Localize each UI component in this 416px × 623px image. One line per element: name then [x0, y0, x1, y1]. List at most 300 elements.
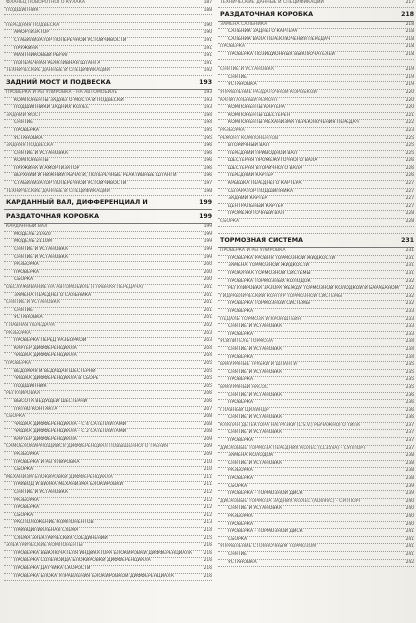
- toc-page-number: 200: [203, 269, 212, 275]
- toc-entry: [4, 574, 212, 582]
- toc-page-number: 216: [203, 550, 212, 556]
- toc-entry: [4, 255, 212, 263]
- toc-entry-title: МЕХАНИЗМ БЛОКИРОВКИ ДИФФЕРЕНЦИАЛА: [6, 474, 113, 480]
- toc-entry: [4, 189, 212, 197]
- toc-entry-title: ШЕСТЕРНЯ ВТОРИЧНОГО ВАЛА: [228, 165, 303, 171]
- toc-page-number: 231: [405, 263, 414, 269]
- toc-entry: [4, 315, 212, 323]
- toc-entry: [4, 429, 212, 437]
- toc-entry-title: ПЕРЕДНЯЯ ПОДВЕСКА: [6, 22, 60, 28]
- toc-entry-title: РАСПОЛОЖЕНИЕ КОМПОНЕНТОВ: [14, 520, 94, 526]
- toc-entry: [218, 560, 414, 568]
- toc-entry-title: САЛЬНИК ВАЛА ПЕРЕКЛЮЧЕНИЯ ПЕРЕДАЧ: [228, 36, 331, 42]
- toc-entry: [4, 444, 212, 452]
- toc-entry-title: ПРОВЕРКА: [14, 269, 40, 275]
- toc-page-number: 218: [405, 29, 414, 35]
- toc-entry-title: РАЗБОРКА: [228, 468, 253, 474]
- toc-page-number: 212: [203, 512, 212, 518]
- toc-page-number: 203: [203, 338, 212, 344]
- toc-entry-title: ЗАМЕНА САЛЬНИКА: [220, 21, 268, 27]
- toc-entry: [4, 543, 212, 551]
- toc-page-number: 240: [405, 498, 414, 504]
- toc-entry-title: КАРДАННЫЙ ВАЛ, ДИФФЕРЕНЦИАЛ И: [6, 198, 148, 207]
- toc-entry-title: СНЯТИЕ И УСТАНОВКА: [228, 415, 282, 421]
- toc-entry-title: УПРАВЛЕНИЕ СТОЯНОЧНЫМ ТОРМОЗОМ: [220, 544, 317, 550]
- toc-page-number: 231: [405, 271, 414, 276]
- toc-page-number: 228: [405, 219, 414, 225]
- toc-entry-title: УСТАНОВКА: [228, 559, 257, 565]
- toc-entry: [4, 262, 212, 270]
- toc-entry-title: РАЗБОРКА: [14, 262, 39, 268]
- toc-chapter-heading: [218, 234, 414, 248]
- toc-page-number: 238: [405, 468, 414, 474]
- toc-entry-title: РАЗБОРКА: [14, 497, 39, 503]
- toc-page-number: 212: [203, 505, 212, 511]
- toc-entry-title: КРЫШКА ПЕРЕДНЕГО КАРТЕРА: [228, 181, 302, 187]
- toc-entry: [218, 75, 414, 83]
- toc-entry: [218, 128, 414, 136]
- toc-entry: [218, 136, 414, 144]
- toc-entry: [218, 423, 414, 431]
- toc-entry-title: КЛАПАН ДЕТЕКТОРА НАГРУЗКИ (L.S.V.) РЫЧАЖНОГО ТИПА: [220, 422, 360, 428]
- toc-entry-title: СНЯТИЕ И УСТАНОВКА: [228, 506, 282, 512]
- toc-entry-title: ОБСЛУЖИВАНИЕ НА АВТОМОБИЛЕ (ГЛАВНАЯ ПЕРЕДАЧА): [6, 285, 144, 290]
- toc-entry-title: ПРОКАЧКА ТОРМОЗНОЙ СИСТЕМЫ: [228, 271, 311, 276]
- toc-page-number: 209: [203, 444, 212, 450]
- toc-entry: [218, 286, 414, 294]
- toc-entry: [4, 277, 212, 285]
- toc-entry: [4, 23, 212, 31]
- toc-entry: [218, 60, 414, 68]
- toc-entry: [218, 98, 414, 106]
- toc-entry-title: РАЗБОРКА: [228, 514, 253, 519]
- toc-entry-title: КАРДАННЫЙ ВАЛ: [6, 224, 48, 230]
- toc-page-number: 231: [405, 255, 414, 261]
- toc-entry-title: ПРОВЕРКА ДАТЧИКА СКОРОСТИ: [14, 565, 91, 571]
- toc-entry: [218, 377, 414, 385]
- toc-page-number: 236: [405, 400, 414, 406]
- toc-entry: [4, 173, 212, 181]
- toc-page-number: 200: [203, 262, 212, 268]
- toc-chapter-heading: [4, 196, 212, 210]
- toc-entry-title: КОМПОНЕНТЫ МЕХАНИЗМА ПЕРЕКЛЮЧЕНИЯ ПЕРЕДАЧ: [228, 120, 359, 126]
- toc-entry-title: КАПИТАЛЬНЫЙ РЕМОНТ: [220, 97, 278, 103]
- toc-entry: [4, 505, 212, 513]
- toc-entry: [4, 384, 212, 392]
- toc-entry: [218, 430, 414, 438]
- toc-entry: [218, 22, 414, 30]
- toc-right-column: [218, 0, 414, 567]
- toc-entry: [218, 339, 414, 347]
- toc-page-number: 220: [405, 89, 414, 95]
- toc-page-number: 219: [405, 74, 414, 80]
- toc-page-number: 201: [203, 300, 212, 306]
- toc-entry: [4, 566, 212, 574]
- toc-page-number: 216: [203, 543, 212, 549]
- toc-page-number: 240: [405, 521, 414, 527]
- toc-entry: [4, 308, 212, 316]
- toc-entry-title: ПРОВЕРКА ТОРМОЗНОЙ СИСТЕМЫ: [228, 301, 310, 307]
- toc-page-number: 191: [203, 53, 212, 59]
- toc-entry: [218, 263, 414, 271]
- toc-entry-title: ВЫСОТА ВЕДУЩЕЙ ШЕСТЕРНИ: [14, 398, 88, 404]
- toc-entry-title: ПОДШИПНИК: [14, 383, 47, 389]
- toc-entry-title: ПРОВЕРКА: [6, 360, 32, 366]
- toc-entry-title: ПРОВЕРКА: [14, 505, 40, 511]
- toc-page-number: 234: [405, 354, 414, 360]
- toc-entry-title: РАЗДАТОЧНАЯ КОРОБКА: [6, 212, 100, 221]
- toc-page-number: 196: [203, 158, 212, 164]
- toc-entry: [4, 498, 212, 506]
- toc-entry-title: ВТОРИЧНЫЙ ВАЛ: [228, 143, 270, 149]
- toc-page-number: 219: [405, 82, 414, 88]
- toc-entry: [218, 29, 414, 37]
- toc-page-number: 209: [203, 452, 212, 458]
- toc-page-number: 232: [405, 278, 414, 284]
- toc-page-number: 201: [203, 307, 212, 313]
- toc-entry: [4, 46, 212, 54]
- toc-entry: [218, 362, 414, 370]
- toc-entry-title: СНЯТИЕ И УСТАНОВКА: [220, 67, 274, 73]
- toc-entry-title: ТЕХНИЧЕСКИЕ ДАННЫЕ И СПЕЦИФИКАЦИИ: [220, 0, 324, 5]
- toc-entry-title: СХЕМА ЭЛЕКТРИЧЕСКИХ СОЕДИНЕНИЙ: [14, 535, 108, 541]
- toc-entry: [4, 369, 212, 377]
- toc-entry: [218, 67, 414, 75]
- toc-entry-title: СНЯТИЕ И УСТАНОВКА: [228, 369, 282, 375]
- toc-page-number: 205: [203, 383, 212, 389]
- toc-page-number: 190: [203, 30, 212, 36]
- toc-entry: [4, 285, 212, 293]
- toc-entry: [218, 461, 414, 469]
- toc-page-number: 216: [203, 573, 212, 579]
- toc-entry-title: СБОРКА: [228, 536, 248, 542]
- toc-entry-title: ПРОВЕРКА: [14, 127, 40, 133]
- toc-chapter-heading: [218, 8, 414, 22]
- toc-entry-title: ПРОВЕРКА УРОВНЯ ТОРМОЗНОЙ ЖИДКОСТИ: [228, 255, 335, 261]
- toc-entry: [218, 279, 414, 287]
- toc-page-number: 199: [199, 199, 212, 207]
- toc-page-number: 220: [405, 105, 414, 111]
- toc-page-number: 196: [203, 165, 212, 171]
- toc-entry-title: ПРОВЕРКА: [228, 476, 254, 482]
- toc-page-number: 232: [405, 286, 414, 292]
- toc-entry-title: САМОБЛОКИРУЮЩИЙСЯ ДИФФЕРЕНЦИАЛ ПОВЫШЕННОГО ТРЕНИЯ: [6, 444, 169, 450]
- toc-page-number: 191: [203, 60, 212, 66]
- toc-entry-title: МАЯТНИКОВЫЙ РЫЧАГ: [14, 53, 69, 59]
- toc-entry: [4, 128, 212, 136]
- toc-entry: [218, 248, 414, 256]
- toc-entry-title: РАЗБОРКА: [14, 452, 39, 458]
- toc-entry-title: ПЕДАЛЬ ТОРМОЗА И КРОНШТЕЙН: [220, 316, 301, 322]
- toc-page-number: 191: [203, 45, 212, 51]
- toc-page-number: 194: [203, 120, 212, 126]
- toc-entry: [4, 422, 212, 430]
- toc-entry-title: ПОПЕРЕЧНАЯ РЕАКТИВНАЯ ШТАНГА: [14, 60, 101, 66]
- toc-page-number: 235: [405, 369, 414, 375]
- toc-entry: [4, 353, 212, 361]
- toc-page-number: 219: [405, 67, 414, 73]
- toc-entry: [4, 558, 212, 566]
- toc-entry-title: ЗАМЕНА КОЛОДОК: [228, 453, 274, 459]
- toc-entry-title: ПРОВЕРКА ПОЗИЦИОННЫХ ВЫКЛЮЧАТЕЛЕЙ: [228, 51, 335, 57]
- toc-entry: [4, 232, 212, 240]
- toc-page-number: 241: [405, 529, 414, 535]
- toc-entry: [218, 44, 414, 52]
- toc-entry-title: СНЯТИЕ И УСТАНОВКА: [14, 254, 68, 260]
- toc-entry: [4, 105, 212, 113]
- toc-entry-title: ЗАДНЯЯ ПОДВЕСКА: [6, 143, 54, 149]
- toc-entry-title: СНЯТИЕ И УСТАНОВКА: [14, 247, 68, 253]
- toc-page-number: 234: [405, 339, 414, 345]
- toc-page-number: 220: [405, 97, 414, 103]
- toc-entry: [4, 0, 212, 8]
- toc-entry: [218, 227, 414, 235]
- toc-page-number: 233: [405, 331, 414, 337]
- toc-page-number: 205: [203, 360, 212, 366]
- toc-entry: [218, 332, 414, 340]
- toc-entry-title: РЕГУЛИРОВКА: [6, 391, 41, 397]
- toc-entry-title: СБОРКА: [220, 219, 240, 225]
- toc-entry: [4, 38, 212, 46]
- toc-entry: [4, 247, 212, 255]
- toc-entry-title: ДИСКОВЫЕ ТОРМОЗА ПЕРЕДНИХ КОЛЕС (CL35VA) - СУППОРТ: [220, 445, 366, 451]
- toc-entry-title: СТАБИЛИЗАТОР ПОПЕРЕЧНОЙ УСТОЙЧИВОСТИ: [14, 181, 127, 187]
- toc-entry-title: СНЯТИЕ И УСТАНОВКА: [228, 324, 282, 330]
- toc-page-number: 216: [203, 565, 212, 571]
- toc-page-number: 206: [203, 391, 212, 397]
- toc-entry: [218, 408, 414, 416]
- toc-entry-title: ПРОВЕРКА: [228, 331, 254, 337]
- toc-entry-title: ПРОВЕРКА: [228, 438, 254, 444]
- toc-entry-title: СБОРКА: [228, 483, 248, 489]
- toc-page-number: 242: [405, 559, 414, 565]
- toc-entry-title: ПРОВЕРКА ТОРМОЗНЫХ КОЛОДОК: [228, 278, 311, 284]
- toc-page-number: 232: [405, 293, 414, 299]
- toc-entry-title: ВЕДОМАЯ И ВЕДУЩАЯ ШЕСТЕРНИ: [14, 368, 96, 374]
- toc-entry: [218, 113, 414, 121]
- toc-entry: [4, 482, 212, 490]
- toc-entry-title: ПРОВЕРКА: [228, 308, 254, 314]
- toc-page-number: 218: [405, 44, 414, 50]
- toc-entry: [218, 82, 414, 90]
- toc-entry-title: КОМПОНЕНТЫ ЗАДНЕГО МОСТА И ПОДВЕСКИ: [14, 97, 124, 103]
- toc-page-number: 199: [203, 224, 212, 230]
- toc-entry: [218, 309, 414, 317]
- toc-page-number: 201: [203, 315, 212, 321]
- toc-page-number: 226: [405, 158, 414, 164]
- toc-page-number: 200: [203, 277, 212, 283]
- toc-entry-title: ПРОВЕРКА СОЛЕНОИДА БЛОКИРОВКИ ДИФФЕРЕНЦИАЛА: [14, 558, 151, 564]
- toc-entry: [218, 400, 414, 408]
- toc-page-number: 237: [405, 438, 414, 444]
- toc-entry: [218, 484, 414, 492]
- toc-entry-title: ПРОВЕРКА: [228, 354, 254, 360]
- toc-entry-title: ПРИНЦИПИАЛЬНАЯ СХЕМА: [14, 528, 79, 533]
- toc-entry-title: КОМПОНЕНТЫ ШЕСТЕРЕН: [228, 112, 290, 118]
- toc-entry-title: ПРОВЕРКА: [220, 44, 246, 50]
- toc-entry-title: СНЯТИЕ И УСТАНОВКА: [14, 490, 68, 496]
- toc-entry: [4, 120, 212, 128]
- toc-entry: [4, 391, 212, 399]
- toc-page-number: 202: [203, 322, 212, 328]
- toc-entry-title: ПЯТНО КОНТАКТА: [14, 406, 58, 412]
- toc-entry: [4, 166, 212, 174]
- toc-entry: [4, 467, 212, 475]
- toc-entry-title: ПОДШИПНИК: [6, 7, 39, 13]
- toc-page-number: 205: [203, 368, 212, 374]
- toc-entry-title: УСТАНОВКА: [228, 82, 257, 88]
- toc-entry-title: РАЗБОРКА: [6, 330, 31, 336]
- toc-page-number: 238: [405, 460, 414, 466]
- toc-entry-title: СНЯТИЕ И УСТАНОВКА: [228, 430, 282, 436]
- toc-page-number: 199: [203, 231, 212, 237]
- toc-entry: [4, 536, 212, 544]
- toc-entry: [218, 370, 414, 378]
- toc-page-number: 199: [203, 239, 212, 245]
- toc-entry-title: ТОРМОЗНАЯ СИСТЕМА: [220, 236, 304, 245]
- toc-entry-title: ПРОВЕРКА И РЕГУЛИРОВКА: [220, 248, 286, 254]
- toc-entry: [218, 506, 414, 514]
- toc-page-number: 199: [199, 213, 212, 221]
- toc-page-number: 208: [203, 414, 212, 420]
- toc-page-number: 238: [405, 476, 414, 482]
- toc-page-number: 226: [405, 165, 414, 171]
- toc-page-number: 197: [203, 181, 212, 187]
- toc-page-number: 218: [405, 36, 414, 42]
- toc-entry-title: УСИЛИТЕЛЬ ТОРМОЗА: [220, 339, 273, 345]
- toc-page-number: 196: [203, 173, 212, 179]
- toc-entry: [218, 393, 414, 401]
- toc-page-number: 233: [405, 316, 414, 322]
- toc-page-number: 241: [405, 551, 414, 557]
- toc-page-number: 227: [405, 203, 414, 209]
- toc-page-number: 205: [203, 376, 212, 382]
- toc-entry-title: УСТАНОВКА: [14, 135, 43, 141]
- toc-chapter-heading: [4, 210, 212, 224]
- toc-page-number: 241: [405, 536, 414, 542]
- toc-entry: [218, 271, 414, 279]
- toc-entry-title: СБОРКА: [14, 467, 34, 473]
- toc-page-number: 232: [405, 301, 414, 307]
- toc-entry-title: ЦЕНТРАЛЬНЫЙ КАРТЕР: [228, 203, 284, 209]
- toc-page-number: 239: [405, 491, 414, 497]
- toc-page-number: 195: [203, 127, 212, 133]
- toc-entry-title: ПРОВЕРКА: [228, 377, 254, 383]
- toc-entry: [4, 90, 212, 98]
- toc-entry-title: ЗАМЕНА ТОРМОЗНОЙ ЖИДКОСТИ: [228, 263, 309, 269]
- toc-entry-title: СБОРКА: [14, 512, 34, 518]
- toc-entry-title: РЕГУЛИРОВКА ЗАЗОРА МЕЖДУ ТОРМОЗНОЙ КОЛОДКОЙ И БАРАБАНОМ: [228, 286, 399, 292]
- toc-entry: [218, 491, 414, 499]
- toc-entry: [4, 239, 212, 247]
- toc-entry-title: СНЯТИЕ: [14, 307, 33, 313]
- toc-page-number: 209: [203, 436, 212, 442]
- toc-entry: [218, 0, 414, 8]
- toc-entry: [218, 324, 414, 332]
- toc-entry: [218, 438, 414, 446]
- toc-entry: [218, 468, 414, 476]
- toc-page-number: 208: [203, 429, 212, 435]
- toc-page-number: 233: [405, 308, 414, 314]
- toc-page-number: 214: [203, 528, 212, 533]
- toc-entry: [218, 529, 414, 537]
- toc-entry-title: СТАБИЛИЗАТОР ПОПЕРЕЧНОЙ УСТОЙЧИВОСТИ: [14, 37, 127, 43]
- toc-entry: [218, 385, 414, 393]
- toc-entry-title: ВАКУУМНЫЕ ТРУБКИ И ШЛАНГИ: [220, 362, 297, 368]
- toc-page-number: 210: [203, 459, 212, 465]
- toc-chapter-heading: [4, 76, 212, 90]
- toc-entry: [218, 355, 414, 363]
- toc-entry: [218, 196, 414, 204]
- toc-entry-title: САЛЬНИК ЗАДНЕГО КАРТЕРА: [228, 29, 298, 35]
- toc-entry-title: ЗАДНИЙ КАРТЕР: [228, 196, 268, 202]
- toc-entry-title: ПРУЖИНА: [14, 45, 39, 51]
- toc-entry: [218, 166, 414, 174]
- toc-page-number: 212: [203, 497, 212, 503]
- toc-entry-title: СБОРКА: [14, 277, 34, 283]
- toc-entry-title: ГИДРАВЛИЧЕСКИЙ КОНТУР ТОРМОЗНОЙ СИСТЕМЫ: [220, 293, 343, 299]
- toc-entry: [4, 113, 212, 121]
- toc-page-number: 199: [203, 247, 212, 253]
- toc-entry-title: СНЯТИЕ: [228, 74, 247, 80]
- toc-page-number: 216: [203, 558, 212, 564]
- toc-entry-title: ПРОВЕРКА И РЕГУЛИРОВКА: [14, 459, 80, 465]
- toc-page-number: 192: [203, 68, 212, 74]
- toc-entry: [218, 453, 414, 461]
- toc-entry-title: КАРТЕР ДИФФЕРЕНЦИАЛА: [14, 345, 77, 351]
- toc-page-number: 196: [203, 150, 212, 156]
- toc-entry: [218, 37, 414, 45]
- toc-entry-title: ЭЛЕКТРИЧЕСКИЕ КОМПОНЕНТЫ: [6, 543, 83, 549]
- toc-entry: [218, 552, 414, 560]
- toc-entry: [218, 120, 414, 128]
- toc-entry-title: ЗАДНИЙ МОСТ: [6, 112, 42, 118]
- toc-page-number: 237: [405, 422, 414, 428]
- toc-page-number: 194: [203, 112, 212, 118]
- toc-page-number: 213: [203, 520, 212, 526]
- toc-entry: [218, 204, 414, 212]
- toc-entry-title: СНЯТИЕ И УСТАНОВКА: [228, 346, 282, 352]
- toc-page-number: 193: [203, 89, 212, 95]
- toc-page-number: 236: [405, 392, 414, 398]
- toc-entry: [4, 181, 212, 189]
- toc-page-number: 193: [199, 78, 212, 86]
- toc-entry-title: СНЯТИЕ: [228, 551, 247, 557]
- toc-page-number: 211: [203, 474, 212, 480]
- toc-page-number: 236: [405, 407, 414, 413]
- toc-page-number: 235: [405, 362, 414, 368]
- toc-page-number: 227: [405, 188, 414, 194]
- toc-entry-title: РАЗДАТОЧНАЯ КОРОБКА: [220, 9, 314, 18]
- toc-entry-title: ЗАДНИЙ МОСТ И ПОДВЕСКА: [6, 77, 111, 86]
- toc-page-number: 235: [405, 377, 414, 383]
- toc-page-number: 212: [203, 490, 212, 496]
- toc-page-number: 228: [405, 211, 414, 217]
- toc-page-number: 193: [203, 105, 212, 111]
- toc-entry: [4, 136, 212, 144]
- toc-entry: [218, 151, 414, 159]
- toc-entry: [218, 105, 414, 113]
- toc-entry: [4, 399, 212, 407]
- toc-entry-title: УСТАНОВКА: [14, 315, 43, 321]
- toc-entry-title: ГЛАВНАЯ ПЕРЕДАЧА: [6, 322, 55, 328]
- toc-entry: [4, 520, 212, 528]
- toc-entry-title: СБОРКА: [6, 414, 26, 420]
- toc-page-number: 225: [405, 150, 414, 156]
- toc-page-number: 198: [203, 188, 212, 194]
- toc-entry: [4, 376, 212, 384]
- toc-page-number: 201: [203, 292, 212, 298]
